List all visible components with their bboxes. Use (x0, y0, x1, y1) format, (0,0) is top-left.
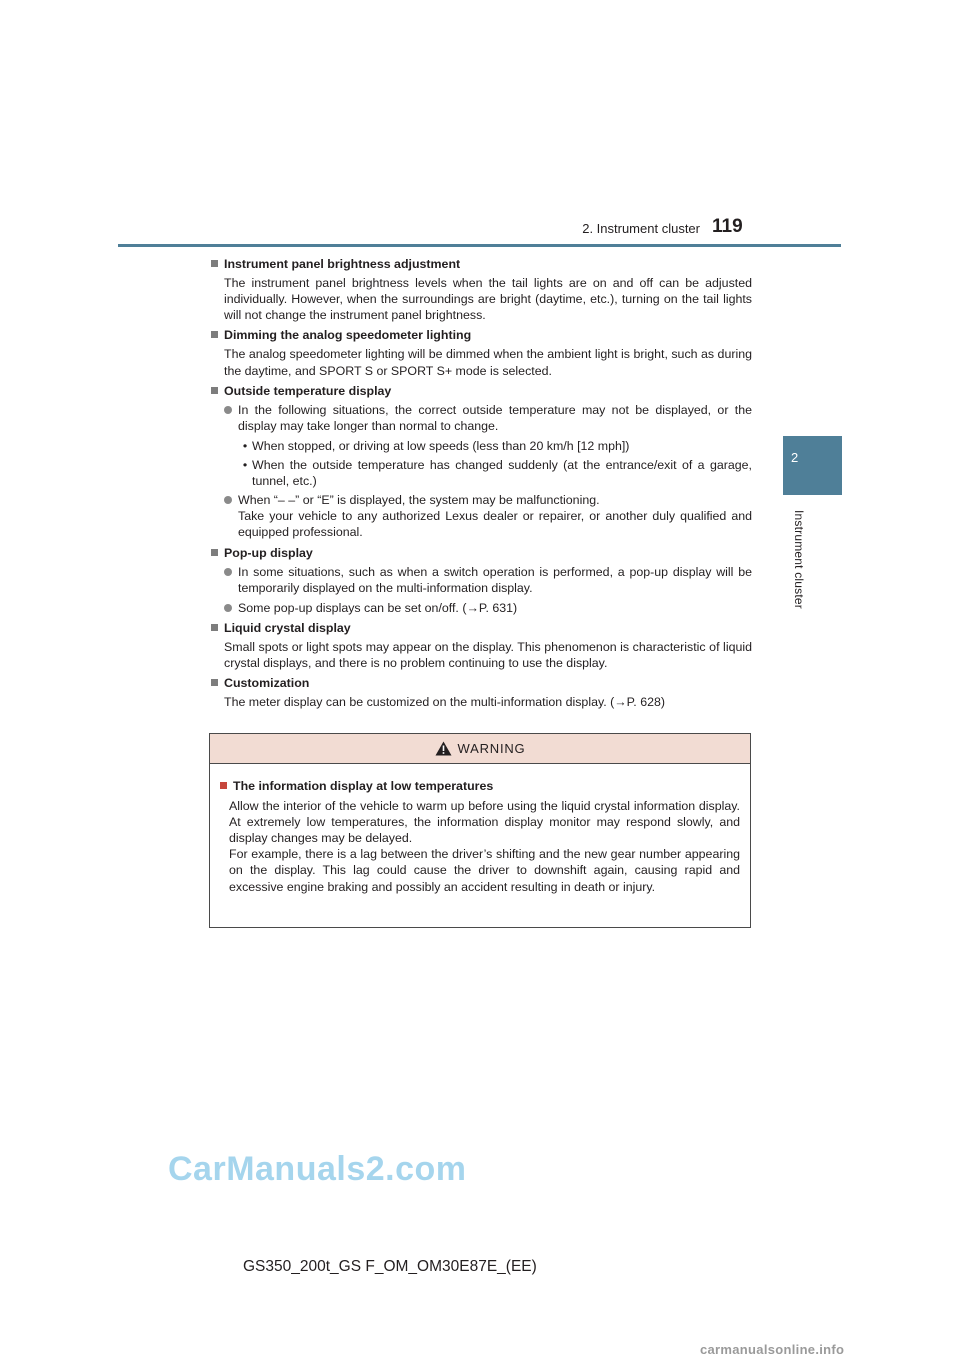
section-heading (210, 327, 752, 343)
warning-body (210, 764, 750, 895)
sub-bullet-item (210, 438, 752, 454)
warning-paragraph: For example, there is a lag between the driver’s shifting and the new gear number appearing on the display. This lag could cause the driver to downshift again, causing rapid and excessive engine braking and possibly an accident resulting in death or injury. (229, 847, 740, 894)
circle-bullet-icon (224, 604, 232, 612)
main-content (210, 256, 752, 714)
bullet-text (238, 492, 752, 540)
sub-bullet-text: When stopped, or driving at low speeds (less than 20 km/h [12 mph]) (252, 438, 630, 453)
warning-triangle-icon (435, 741, 452, 756)
warning-heading (220, 778, 740, 794)
circle-bullet-icon (224, 568, 232, 576)
section-liquid-crystal (210, 620, 752, 671)
watermark-carmanualsonline: carmanualsonline.info (700, 1342, 845, 1357)
section-heading-text: Instrument panel brightness adjustment (224, 257, 461, 271)
bullet-item (210, 564, 752, 596)
circle-bullet-icon (224, 406, 232, 414)
section-heading-text: Liquid crystal display (224, 620, 351, 635)
bullet-text: In some situations, such as when a switch operation is performed, a pop-up display will be temporarily displayed on the multi-information display. (238, 564, 752, 595)
side-tab (783, 436, 842, 495)
square-bullet-icon (211, 331, 218, 338)
footer-code: GS350_200t_GS F_OM_OM30E87E_(EE) (243, 1258, 537, 1275)
circle-bullet-icon (224, 496, 232, 504)
section-heading (210, 675, 752, 691)
watermark-carmanuals2: CarManuals2.com (168, 1150, 467, 1188)
section-heading-text: Dimming the analog speedometer lighting (224, 328, 472, 343)
bullet-text-line: Take your vehicle to any authorized Lexus dealer or repairer, or another duly qualified and equipped professional. (238, 509, 752, 540)
section-heading (210, 545, 752, 561)
section-brightness (210, 256, 752, 323)
bullet-text: Some pop-up displays can be set on/off. (→P. 631) (238, 600, 518, 615)
square-bullet-icon (211, 387, 218, 394)
section-heading (210, 256, 752, 272)
bullet-text: In the following situations, the correct outside temperature may not be displayed, or the display may take longer than normal to change. (238, 402, 752, 433)
section-popup-display (210, 545, 752, 616)
sub-bullet-marker: • (242, 458, 248, 473)
header-rule (118, 244, 841, 247)
section-paragraph: The meter display can be customized on the multi-information display. (→P. 628) (224, 695, 665, 710)
section-heading (210, 620, 752, 636)
section-customization (210, 675, 752, 710)
square-bullet-icon (211, 260, 218, 267)
section-paragraph: The instrument panel brightness levels when the tail lights are on and off can be adjusted individually. However, when the surroundings are bright (daytime, etc.), turning on the tail lights will not change the instrument panel brightness. (224, 276, 752, 323)
sub-bullet-text: When the outside temperature has changed suddenly (at the entrance/exit of a garage, tunnel, etc.) (252, 458, 752, 489)
bullet-text-line: When “– –” or “E” is displayed, the system may be malfunctioning. (238, 493, 600, 508)
sub-bullet-item (210, 457, 752, 489)
section-heading-text: Customization (224, 676, 310, 691)
page-number: 119 (712, 216, 743, 237)
header-title: 2. Instrument cluster (582, 221, 700, 236)
section-paragraph: The analog speedometer lighting will be dimmed when the ambient light is bright, such as during the daytime, and SPORT S or SPORT S+ mode is selected. (224, 347, 752, 378)
bullet-item (210, 402, 752, 434)
section-paragraph: Small spots or light spots may appear on the display. This phenomenon is characteristic of liquid crystal displays, and there is no problem continuing to use the display. (224, 639, 752, 671)
warning-box (209, 733, 751, 928)
sub-bullet-marker: • (242, 438, 248, 453)
warning-heading-text: The information display at low temperatures (233, 779, 494, 793)
side-tab-label: Instrument cluster (792, 510, 806, 609)
warning-square-icon (220, 782, 227, 789)
warning-title: WARNING (457, 741, 526, 756)
bullet-item (210, 492, 752, 540)
section-speedometer-dimming (210, 327, 752, 378)
square-bullet-icon (211, 549, 218, 556)
square-bullet-icon (211, 624, 218, 631)
warning-paragraph: Allow the interior of the vehicle to warm up before using the liquid crystal information display. At extremely low temperatures, the information display monitor may respond slowly, and display changes may be delayed. (229, 799, 740, 846)
section-heading (210, 383, 752, 399)
bullet-item (210, 600, 752, 616)
square-bullet-icon (211, 679, 218, 686)
section-heading-text: Outside temperature display (224, 383, 392, 398)
warning-header (210, 734, 750, 764)
section-outside-temperature (210, 383, 752, 541)
side-tab-number: 2 (791, 450, 799, 465)
section-heading-text: Pop-up display (224, 545, 313, 560)
